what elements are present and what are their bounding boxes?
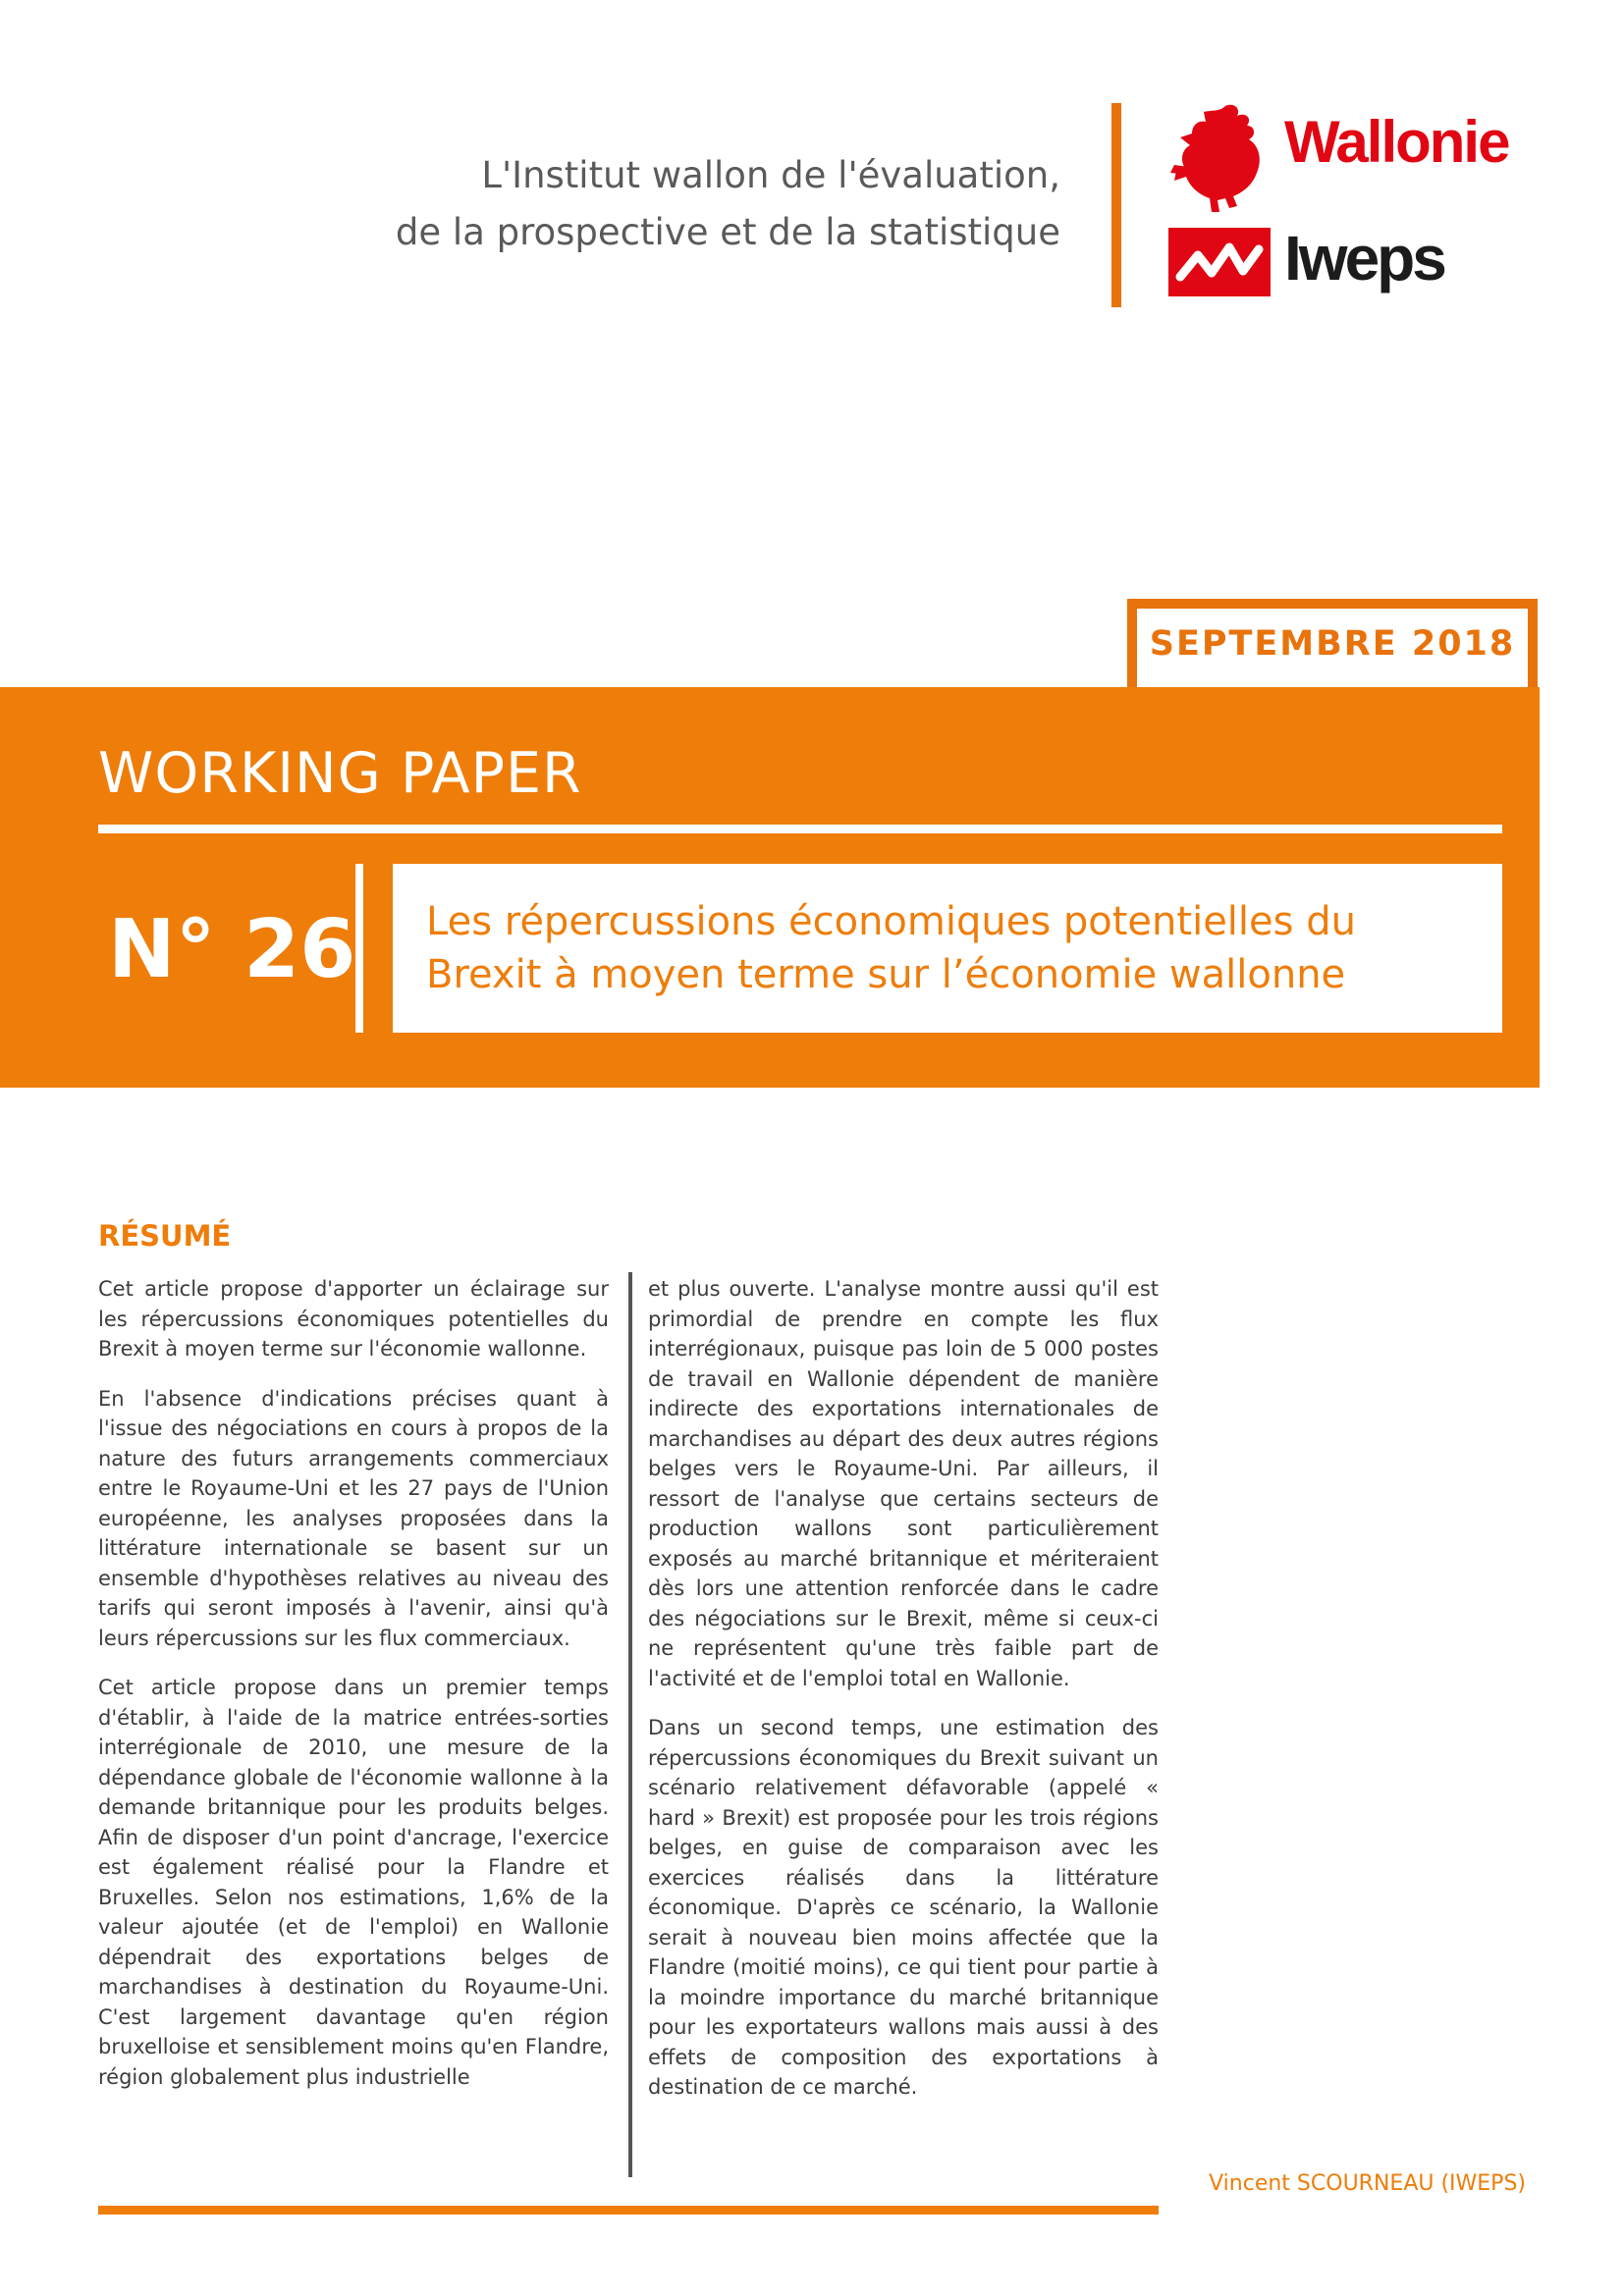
column-divider [628,1272,632,2177]
paper-title-box [393,864,1502,1033]
iweps-logo [1168,223,1483,300]
title-band [0,687,1540,1088]
abstract-paragraph: En l'absence d'indications précises quant à l'issue des négociations en cours à propos de la nature des futurs arrangements commerciaux entre le Royaume-Uni et les 27 pays de l'Union européenne, les analyses proposées dans la littérature internationale se basent sur un ensemble d'hypothèses relatives au niveau des tarifs qui seront imposés à l'avenir, ainsi qu'à leurs répercussions sur les flux commerciaux. [98,1386,609,1650]
abstract-left-column [98,1274,609,2111]
abstract-right-column [648,1274,1159,2122]
institute-line-2: de la prospective et de la statistique [395,211,1060,253]
abstract-heading: RÉSUMÉ [98,1219,232,1253]
band-rule [98,825,1502,833]
abstract-paragraph: Cet article propose dans un premier temps d'établir, à l'aide de la matrice entrées-sorties interrégionale de 2010, une mesure de la dépendance globale de l'économie wallonne à la demande britannique pour les produits belges. Afin de disposer d'un point d'ancrage, l'exercice est également réalisé pour la Flandre et Bruxelles. Selon nos estimations, 1,6% de la valeur ajoutée (et de l'emploi) en Wallonie dépendrait des exportations belges de marchandises à destination du Royaume-Uni. C'est largement davantage qu'en région bruxelloise et sensiblement moins qu'en Flandre, région globalement plus industrielle [98,1676,609,2089]
iweps-mark-icon [1168,228,1271,296]
institute-name [396,147,1060,261]
header-divider [1111,103,1121,307]
institute-line-1: L'Institut wallon de l'évaluation, [481,154,1060,196]
author: Vincent SCOURNEAU (IWEPS) [1209,2171,1526,2196]
rooster-icon [1168,102,1282,220]
number-divider [355,864,363,1033]
abstract-paragraph: Cet article propose d'apporter un éclairage sur les répercussions économiques potentielles du Brexit à moyen terme sur l'économie wallonne. [98,1277,609,1361]
wallonie-logo [1168,102,1551,220]
date-tab [1127,599,1538,693]
wallonie-wordmark: Wallonie [1284,109,1509,175]
series-label: WORKING PAPER [98,741,582,806]
iweps-wordmark: Iweps [1284,223,1444,294]
bottom-rule [98,2206,1159,2215]
paper-title: Les répercussions économiques potentielles du Brexit à moyen terme sur l’économie wallonne [426,899,1356,997]
publication-date: SEPTEMBRE 2018 [1137,609,1528,693]
paper-number: N° 26 [108,903,356,996]
abstract-paragraph: et plus ouverte. L'analyse montre aussi qu'il est primordial de prendre en compte les flux interrégionaux, puisque pas loin de 5 000 postes de travail en Wallonie dépendent de manière indirecte des exportations internationales de marchandises au départ des deux autres régions belges vers le Royaume-Uni. Par ailleurs, il ressort de l'analyse que certains secteurs de production wallons sont particulièrement exposés au marché britannique et mériteraient dès lors une attention renforcée dans le cadre des négociations sur le Brexit, même si ceux-ci ne représentent qu'une très faible part de l'activité et de l'emploi total en Wallonie. [648,1277,1159,1690]
abstract-paragraph: Dans un second temps, une estimation des répercussions économiques du Brexit suivant un scénario relativement défavorable (appelé « hard » Brexit) est proposée pour les trois régions belges, en guise de comparaison avec les exercices réalisés dans la littérature économique. D'après ce scénario, la Wallonie serait à nouveau bien moins affectée que la Flandre (moitié moins), ce qui tient pour partie à la moindre importance du marché britannique pour les exportateurs wallons mais aussi à des effets de composition des exportations à destination de ce marché. [648,1716,1159,2099]
